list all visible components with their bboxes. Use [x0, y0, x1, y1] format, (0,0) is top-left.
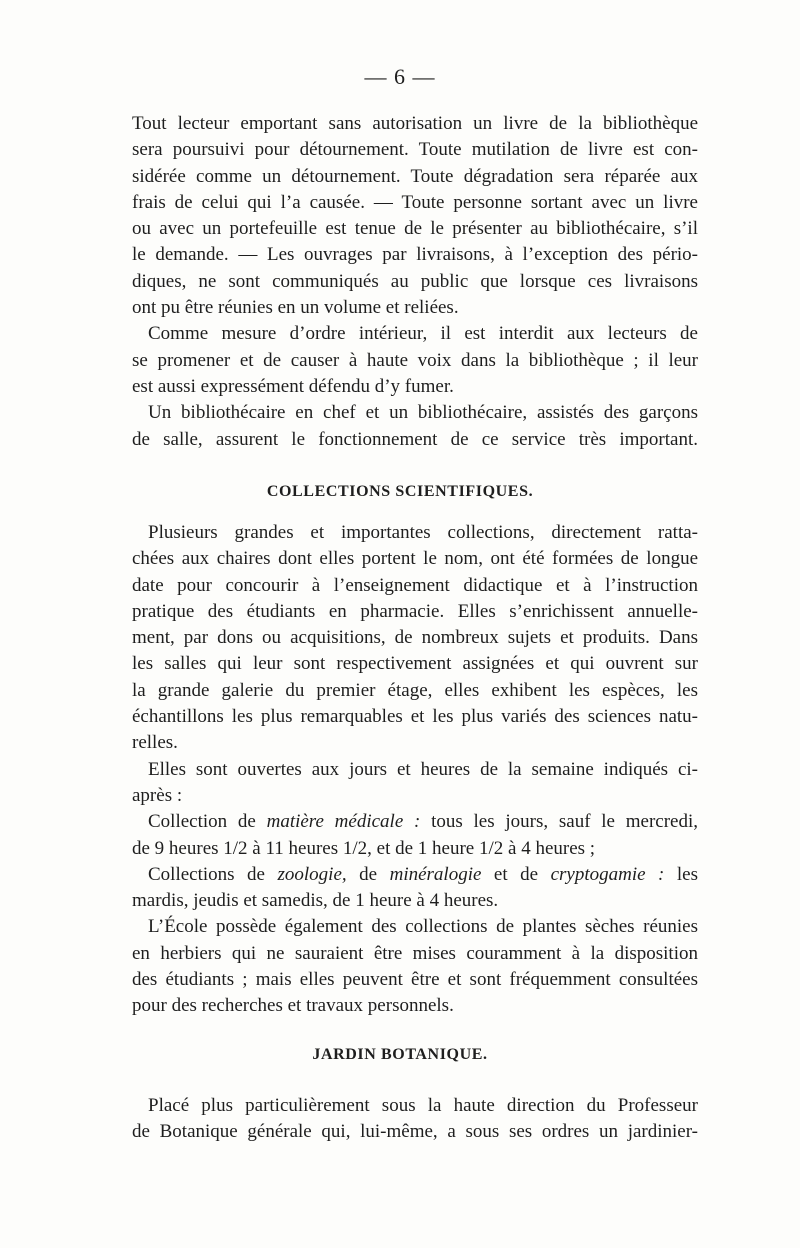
heading-collections-scientifiques: COLLECTIONS SCIENTIFIQUES. — [266, 483, 534, 500]
text-line: ment, par dons ou acquisitions, de nombreux sujets et produits. Dans — [132, 627, 698, 649]
text-line: Placé plus particulièrement sous la haute direction du Professeur — [148, 1095, 698, 1116]
text-line — [132, 809, 698, 835]
text-line: échantillons les plus remarquables et les plus variés des sciences natu- — [132, 706, 698, 728]
text-line: de 9 heures 1/2 à 11 heures 1/2, et de 1 heure 1/2 à 4 heures ; — [132, 837, 596, 859]
italic-term: matière médicale : — [266, 811, 421, 833]
text-line: pour des recherches et travaux personnels. — [132, 995, 454, 1017]
text-line: se promener et de causer à haute voix dans la bibliothèque ; il leur — [132, 349, 698, 371]
italic-term: minéralogie — [389, 863, 482, 885]
text-line: date pour concourir à l’enseignement didactique et à l’instruction — [132, 574, 698, 596]
paragraph-other-collections — [132, 862, 698, 915]
text-line: sidérée comme un détournement. Toute dégradation sera réparée aux — [132, 165, 698, 187]
text-run: tous les jours, sauf le mercredi, — [420, 811, 698, 833]
text-line: Tout lecteur emportant sans autorisation un livre de la bibliothèque — [132, 113, 698, 134]
text-line: de Botanique générale qui, lui-même, a sous ses ordres un jardinier- — [132, 1121, 698, 1143]
heading-jardin-botanique: JARDIN BOTANIQUE. — [312, 1046, 488, 1063]
paragraph-herbiers — [132, 914, 698, 1019]
italic-term: zoologie, — [277, 863, 347, 885]
text-run: les — [664, 863, 699, 885]
text-line: est aussi expressément défendu d’y fumer. — [132, 375, 454, 397]
text-line: relles. — [132, 732, 178, 754]
jardin-section — [132, 1093, 698, 1146]
italic-term: cryptogamie : — [550, 863, 665, 885]
library-rules-section — [132, 111, 698, 453]
paragraph-opening-hours — [132, 757, 698, 810]
page-number: — 6 — — [364, 64, 436, 89]
text-line: ou avec un portefeuille est tenue de le présenter au bibliothécaire, s’il — [132, 218, 698, 240]
text-line: Elles sont ouvertes aux jours et heures de la semaine indiqués ci- — [148, 758, 698, 780]
text-line: frais de celui qui l’a causée. — Toute personne sortant avec un livre — [132, 191, 698, 213]
text-line: Un bibliothécaire en chef et un bibliothécaire, assistés des garçons — [148, 402, 698, 424]
paragraph-collections-intro — [132, 520, 698, 757]
text-line: le demande. — Les ouvrages par livraisons, à l’exception des pério- — [132, 244, 698, 266]
text-line — [132, 862, 698, 888]
paragraph-matiere-medicale — [132, 809, 698, 862]
text-line: en herbiers qui ne sauraient être mises couramment à la disposition — [132, 942, 698, 964]
paragraph-interior-order — [132, 321, 698, 400]
text-run: Collections de — [148, 863, 278, 885]
text-line: sera poursuivi pour détournement. Toute mutilation de livre est con- — [132, 139, 698, 161]
text-line: la grande galerie du premier étage, elles exhibent les espèces, les — [132, 679, 698, 701]
text-line: pratique des étudiants en pharmacie. Elles s’enrichissent annuelle- — [132, 600, 698, 622]
text-line: diques, ne sont communiqués au public que lorsque ces livraisons — [132, 270, 698, 292]
text-line: L’École possède également des collections de plantes sèches réunies — [148, 916, 698, 938]
text-run: et de — [481, 863, 551, 885]
paragraph-librarians — [132, 400, 698, 453]
text-line: des étudiants ; mais elles peuvent être et sont fréquemment consultées — [132, 969, 698, 991]
text-line: les salles qui leur sont respectivement assignées et qui ouvrent sur — [132, 653, 698, 675]
paragraph-lending-rules — [132, 111, 698, 321]
paragraph-jardin — [132, 1093, 698, 1146]
text-line: mardis, jeudis et samedis, de 1 heure à 4 heures. — [132, 890, 499, 912]
text-line: après : — [132, 784, 183, 806]
text-line: de salle, assurent le fonctionnement de ce service très important. — [132, 428, 698, 450]
collections-section — [132, 520, 698, 1020]
text-line: chées aux chaires dont elles portent le nom, ont été formées de longue — [132, 548, 698, 570]
text-line: Comme mesure d’ordre intérieur, il est interdit aux lecteurs de — [148, 323, 698, 345]
text-run: de — [346, 863, 390, 885]
text-line: Plusieurs grandes et importantes collections, directement ratta- — [148, 522, 698, 543]
text-run: Collection de — [148, 811, 267, 833]
text-line: ont pu être réunies en un volume et reliées. — [132, 297, 459, 319]
